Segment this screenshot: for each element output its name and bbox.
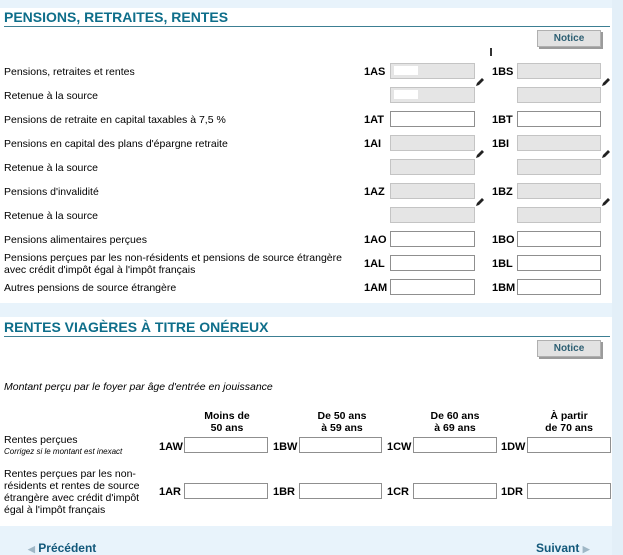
section-title-rentes-viageres: RENTES VIAGÈRES À TITRE ONÉREUX [4,319,610,337]
code-1AT: 1AT [364,114,384,126]
field-1DR[interactable] [527,483,611,499]
label-line: égal à l'impôt français [4,504,106,516]
col-head-line1: De 60 ans [430,410,480,422]
rentes-percues-note: Corrigez si le montant est inexact [4,447,123,456]
row-label-autres-pensions: Autres pensions de source étrangère [4,282,177,294]
top-band [0,0,612,8]
notice-button-pensions[interactable]: Notice [537,30,601,47]
code-1BI: 1BI [492,138,510,150]
col-head-line1: De 50 ans [317,410,367,422]
field-retenue-1b [517,87,601,103]
col-head-line2: à 59 ans [321,422,363,434]
code-1AL: 1AL [364,258,385,270]
rentes-percues-text: Rentes perçues [4,434,78,446]
label-line: résidents et rentes de source [4,480,140,492]
row-label-plans-epargne: Pensions en capital des plans d'épargne retraite [4,138,228,150]
row-label-pensions-retraites: Pensions, retraites et rentes [4,66,135,78]
field-1BS[interactable] [517,63,601,79]
row-label-retenue-2: Retenue à la source [4,162,98,174]
pencil-icon[interactable] [475,149,485,159]
code-1AR: 1AR [159,486,182,498]
col-head-line1: À partir [550,410,588,422]
field-1BM[interactable] [517,279,601,295]
code-1DR: 1DR [501,486,524,498]
code-1CW: 1CW [387,441,412,453]
field-retenue-2b [517,159,601,175]
code-1AO: 1AO [364,234,387,246]
field-1AW[interactable] [184,437,268,453]
chevron-right-icon: ▶ [582,544,590,554]
field-retenue-1a [390,87,475,103]
code-1BO: 1BO [492,234,515,246]
field-1AZ[interactable] [390,183,475,199]
label-line: étrangère avec crédit d'impôt [4,492,140,504]
field-1AM[interactable] [390,279,475,295]
col-head-line2: à 69 ans [434,422,476,434]
code-1AM: 1AM [364,282,388,294]
pencil-icon[interactable] [601,77,611,87]
field-1AO[interactable] [390,231,475,247]
pencil-icon[interactable] [475,77,485,87]
code-1BW: 1BW [273,441,298,453]
field-1AS[interactable] [390,63,475,79]
col-head-70-plus [529,410,609,434]
row-label-alimentaires: Pensions alimentaires perçues [4,234,147,246]
code-1BZ: 1BZ [492,186,513,198]
masked-value [394,90,418,99]
field-retenue-3a [390,207,475,223]
field-1BI[interactable] [517,135,601,151]
col-head-line2: 50 ans [210,422,244,434]
row-label-retenue-3: Retenue à la source [4,210,98,222]
col-head-line2: de 70 ans [545,422,593,434]
label-line: Rentes perçues par les non- [4,468,136,480]
code-1DW: 1DW [501,441,526,453]
code-1BM: 1BM [492,282,516,294]
field-1AT[interactable] [390,111,475,127]
previous-link[interactable] [28,541,96,555]
chevron-left-icon: ◀ [28,544,35,554]
field-1AR[interactable] [184,483,268,499]
section-title-pensions: PENSIONS, RETRAITES, RENTES [4,9,610,27]
col-head-moins-50 [187,410,267,434]
pencil-icon[interactable] [601,197,611,207]
code-1BT: 1BT [492,114,513,126]
code-1AZ: 1AZ [364,186,385,198]
notice-button-rentes[interactable]: Notice [537,340,601,357]
field-1DW[interactable] [527,437,611,453]
field-1CW[interactable] [413,437,497,453]
field-1BO[interactable] [517,231,601,247]
pencil-icon[interactable] [475,197,485,207]
pencil-icon[interactable] [601,149,611,159]
section-gap [0,303,612,317]
code-1BL: 1BL [492,258,513,270]
row-label-capital-taxables: Pensions de retraite en capital taxables à 7,5 % [4,114,226,126]
field-1CR[interactable] [413,483,497,499]
rentes-intro: Montant perçu par le foyer par âge d'entrée en jouissance [4,381,273,393]
code-1AI: 1AI [364,138,382,150]
masked-value [394,66,418,75]
field-1BZ[interactable] [517,183,601,199]
rentes-percues-label [4,434,122,458]
field-1AL[interactable] [390,255,475,271]
field-1BR[interactable] [299,483,382,499]
col-head-50-59 [302,410,382,434]
row-label-retenue-1: Retenue à la source [4,90,98,102]
field-retenue-3b [517,207,601,223]
rentes-non-residents-label [4,468,139,516]
next-link[interactable] [536,541,590,555]
row-label-line1: Pensions perçues par les non-résidents et pensions de source étrangère [4,252,342,264]
next-label: Suivant [536,541,580,555]
field-1BL[interactable] [517,255,601,271]
code-1AS: 1AS [364,66,386,78]
field-1BW[interactable] [299,437,382,453]
previous-label: Précédent [38,541,97,555]
row-label-line2: avec crédit d'impôt égal à l'impôt français [4,264,196,276]
code-1BR: 1BR [273,486,296,498]
field-retenue-2a [390,159,475,175]
masked-header-1 [362,50,422,56]
code-1CR: 1CR [387,486,410,498]
row-label-invalidite: Pensions d'invalidité [4,186,99,198]
header-marker-2 [490,48,492,56]
right-margin [612,0,623,555]
row-label-non-residents [4,252,342,276]
col-head-line1: Moins de [204,410,250,422]
code-1BS: 1BS [492,66,514,78]
field-1BT[interactable] [517,111,601,127]
code-1AW: 1AW [159,441,183,453]
field-1AI[interactable] [390,135,475,151]
col-head-60-69 [415,410,495,434]
